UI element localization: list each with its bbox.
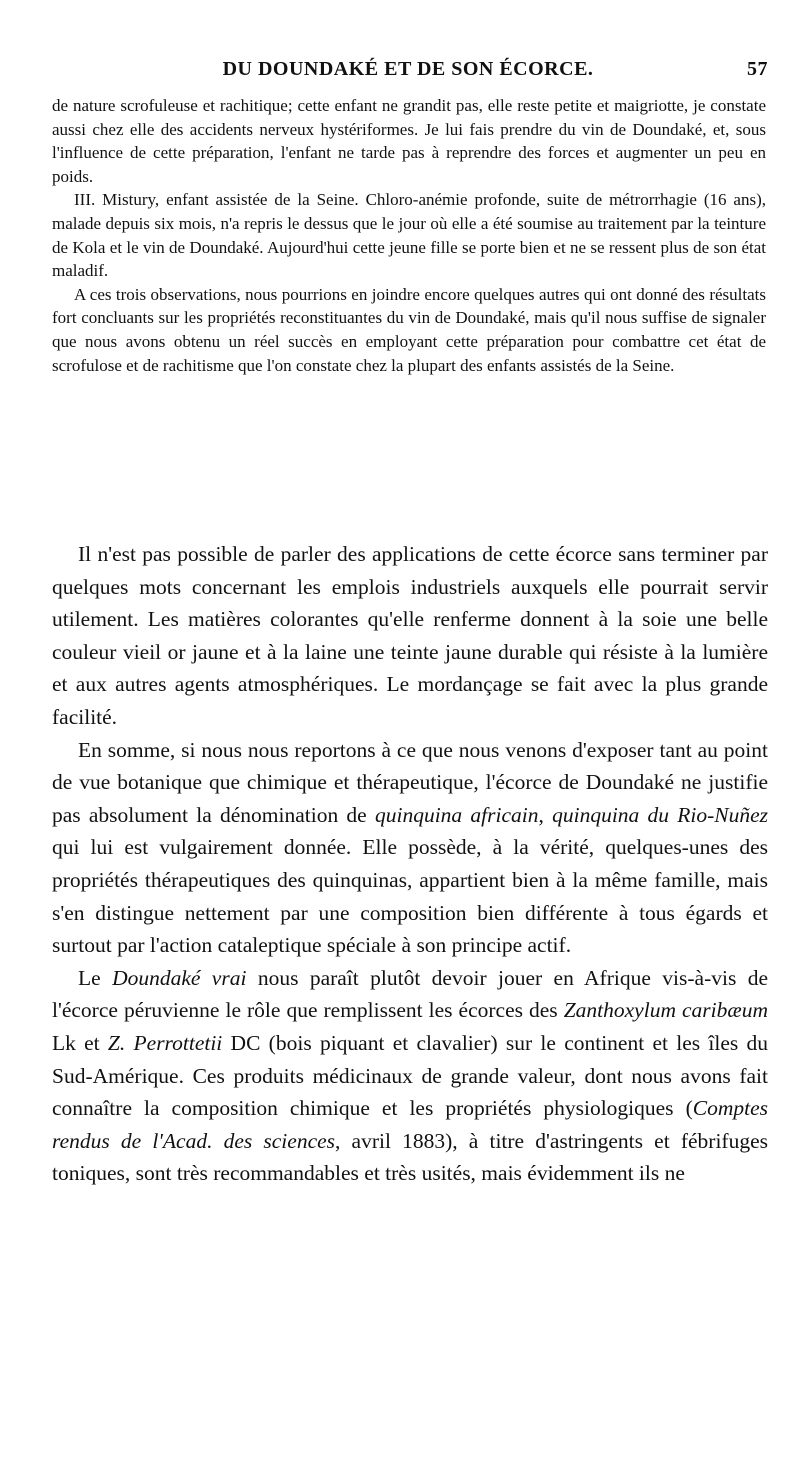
italic-term: Doundaké vrai	[112, 965, 247, 990]
text-run: En somme, si nous nous reportons à ce que nous venons d'exposer tant au point de vue botanique que chimique et thérapeutique, l'écorce de Doundaké ne justifie pas absolument la dénomination de	[52, 737, 768, 827]
italic-term: Z. Perrottetii	[107, 1030, 223, 1055]
text-run: ,	[538, 802, 553, 827]
paragraph-comparison	[52, 962, 768, 1190]
text-run: Lk et	[52, 1030, 108, 1055]
italic-term: quinquina du Rio-Nuñez	[552, 802, 769, 827]
text-run: nous paraît plutôt devoir jouer en Afrique vis-à-vis de l'écorce péruvienne le rôle que remplissent les écorces des	[52, 965, 768, 1023]
observations-section	[52, 94, 766, 377]
text-run: Le	[78, 965, 113, 990]
italic-citation: Comptes rendus de l'Acad. des sciences	[52, 1096, 768, 1153]
page-number: 57	[747, 58, 768, 80]
running-title: DU DOUNDAKÉ ET DE SON ÉCORCE.	[222, 58, 594, 80]
paragraph-industrial-uses: Il n'est pas possible de parler des applications de cette écorce sans terminer par quelques mots concernant les emplois industriels auxquels elle pourrait servir utilement. Les matières colorantes qu'elle renferme donnent à la soie une belle couleur vieil or jaune et à la laine une teinte jaune durable qui résiste à la lumière et aux autres agents atmosphériques. Le mordançage se fait avec la plus grande facilité.	[52, 542, 768, 729]
observation-continuation: de nature scrofuleuse et rachitique; cette enfant ne grandit pas, elle reste petite et maigriotte, je constate aussi chez elle des accidents nerveux hystériformes. Je lui fais prendre du vin de Doundaké, et, sous l'influence de cette préparation, l'enfant ne tarde pas à reprendre des forces et augmenter un peu en poids.	[52, 96, 766, 186]
paragraph-conclusion	[52, 734, 768, 962]
observation-three: III. Mistury, enfant assistée de la Seine. Chloro-anémie profonde, suite de métrorrhagie (16 ans), malade depuis six mois, n'a repris le dessus que le jour où elle a été soumise au traitement par la teinture de Kola et le vin de Doundaké. Aujourd'hui cette jeune fille se porte bien et ne se ressent plus de son état maladif.	[52, 190, 766, 281]
text-run: qui lui est vulgairement donnée. Elle possède, à la vérité, quelques-unes des propriétés thérapeutiques des quinquinas, appartient bien à la même famille, mais s'en distingue nettement par une composition bien différente à tous égards et surtout par l'action cataleptique spéciale à son principe actif.	[52, 835, 768, 958]
text-run: DC (bois piquant et clavalier) sur le continent et les îles du Sud-Amérique. Ces produits médicinaux de grande valeur, dont nous avons fait connaître la composition chimique et les propriétés physiologiques (	[52, 1030, 768, 1121]
italic-term: quinquina africain	[374, 802, 539, 827]
observations-summary: A ces trois observations, nous pourrions en joindre encore quelques autres qui ont donné des résultats fort concluants sur les propriétés reconstituantes du vin de Doundaké, mais qu'il nous suffise de signaler que nous avons obtenu un réel succès en employant cette préparation pour combattre cet état de scrofulose et de rachitisme que l'on constate chez la plupart des enfants assistés de la Seine.	[52, 284, 766, 375]
italic-term: Zanthoxylum caribæum	[563, 998, 768, 1023]
text-run: , avril 1883), à titre d'astringents et fébrifuges toniques, sont très recommandables et très usités, mais évidemment ils ne	[52, 1128, 768, 1186]
main-text	[52, 538, 768, 1190]
